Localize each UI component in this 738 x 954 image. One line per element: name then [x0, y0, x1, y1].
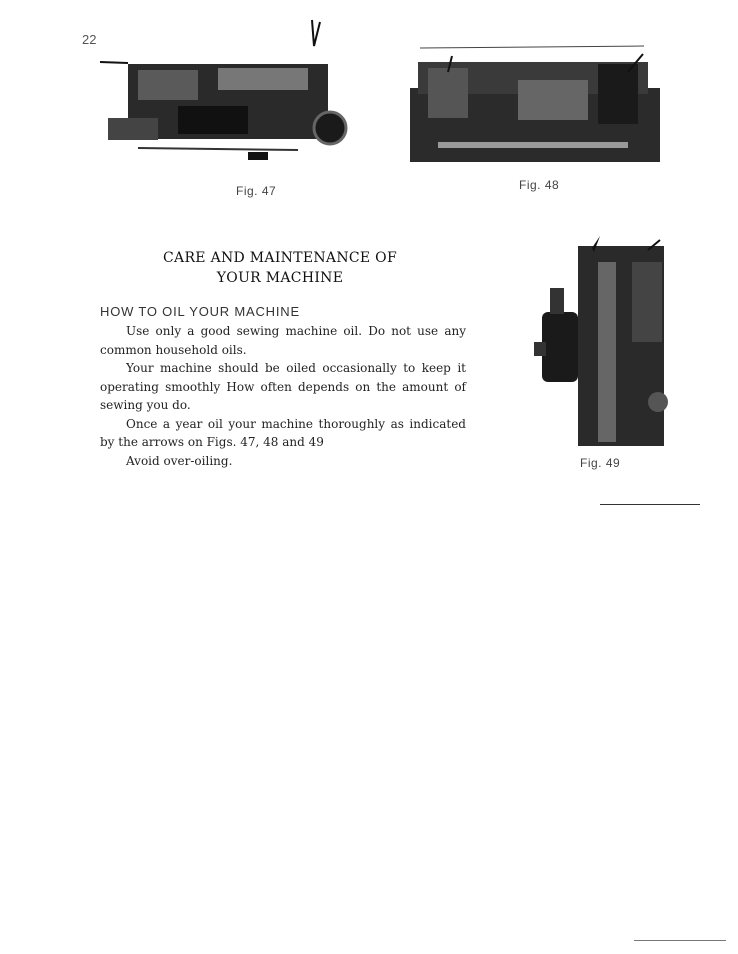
section-title: [150, 248, 410, 288]
divider-rule-top: [600, 504, 700, 505]
figure-49-photo: [528, 222, 670, 452]
section-title-line2: YOUR MACHINE: [216, 270, 344, 286]
section-title-line1: CARE AND MAINTENANCE OF: [163, 250, 397, 266]
figure-47-caption: Fig. 47: [236, 184, 277, 198]
figure-48-photo: [408, 42, 662, 172]
section-body: [100, 322, 466, 470]
paragraph-avoid-over-oiling: Avoid over-oiling.: [126, 453, 233, 468]
figure-48-caption: Fig. 48: [519, 178, 560, 192]
section-subheading: HOW TO OIL YOUR MACHINE: [100, 304, 300, 319]
paragraph-yearly-oiling: Once a year oil your machine thoroughly as indicated by the arrows on Figs. 47, 48 and 49: [100, 416, 466, 449]
figure-49-caption: Fig. 49: [580, 456, 621, 470]
paragraph-oil-type: Use only a good sewing machine oil. Do not use any common household oils.: [100, 324, 466, 357]
page-number: 22: [82, 32, 97, 47]
figure-47-photo: [98, 18, 350, 168]
divider-rule-bottom: [634, 940, 726, 941]
paragraph-oil-frequency: Your machine should be oiled occasionally to keep it operating smoothly How often depends on the amount of sewing you do.: [100, 361, 466, 412]
